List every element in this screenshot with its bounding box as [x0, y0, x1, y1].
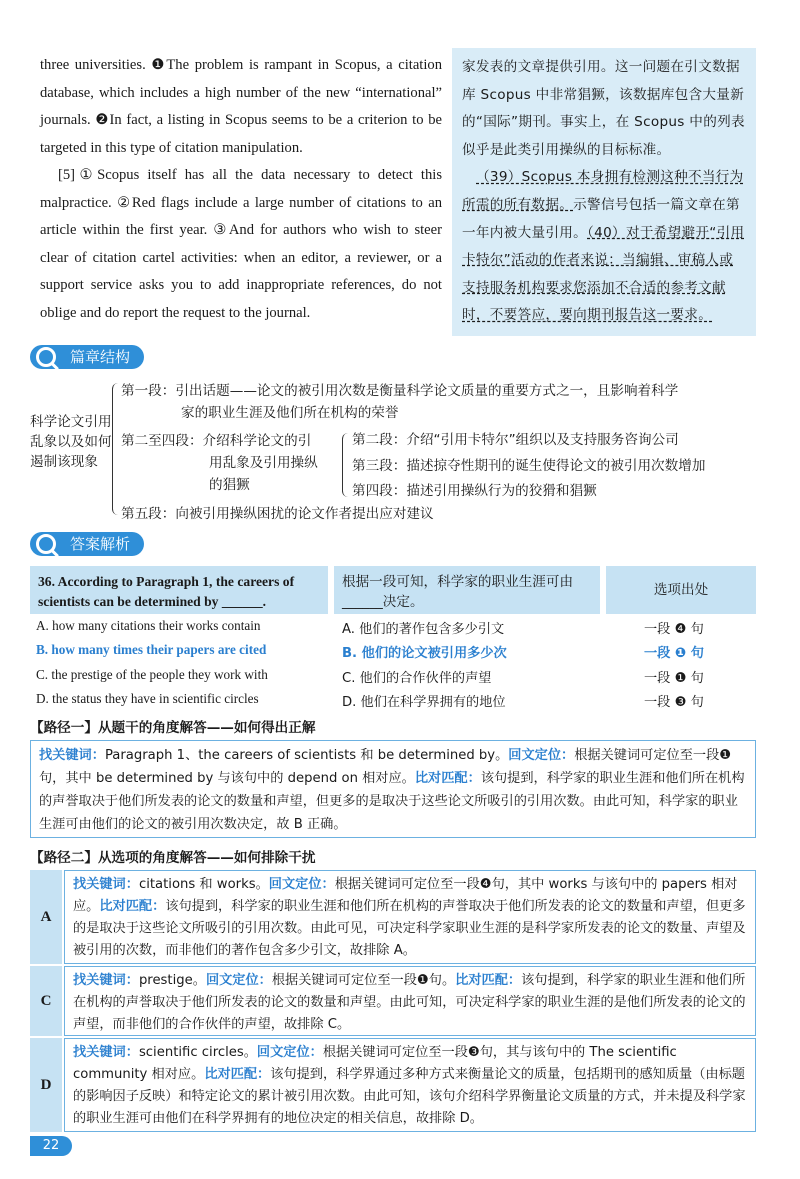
option-a-en: A. how many citations their works contain: [36, 618, 261, 633]
option-b-cn: B. 他们的论文被引用多少次: [342, 646, 507, 661]
row-d-t2: 根据关键词可定位至一段❸句，其与该句中的 The scientific community 相对应。: [73, 1045, 677, 1082]
path1-box: [30, 740, 756, 838]
magnifier-icon: [36, 347, 56, 367]
question-en: 36. According to Paragraph 1, the careers of scientists can be determined by ______.: [30, 566, 328, 614]
cn-sentence-39: （39）Scopus 本身拥有检测这种不当行为所需的所有数据。: [462, 169, 744, 213]
structure-p1-line2: 家的职业生涯及他们所在机构的荣誉: [181, 405, 399, 421]
row-c-kw2: 回文定位：: [205, 973, 272, 988]
path1-kw3: 比对匹配：: [414, 771, 481, 786]
page-number: 22: [30, 1136, 72, 1156]
structure-p5: 第五段：向被引用操纵困扰的论文作者提出应对建议: [121, 506, 434, 522]
row-a-text: [64, 870, 756, 964]
option-c-cn: C. 他们的合作伙伴的声望: [342, 671, 492, 686]
row-a-kw3: 比对匹配：: [99, 899, 166, 914]
path1-title: 【路径一】从题干的角度解答——如何得出正解: [30, 720, 316, 736]
path1-t2: 根据关键词可定位至一段❶句，其中 be determined by 与该句中的 depend on 相对应。: [39, 748, 732, 786]
row-c-kw1: 找关键词：: [73, 973, 139, 988]
cn-sentence-red-flags: 示警信号包括一篇文章在第一年内被大量引用。: [462, 196, 740, 241]
row-c-kw3: 比对匹配：: [455, 973, 522, 988]
option-b-src: 一段 ❶ 句: [644, 646, 704, 661]
english-passage: [40, 52, 442, 327]
option-a-src: 一段 ❹ 句: [644, 622, 704, 637]
structure-p4: 第四段：描述引用操纵行为的狡猾和猖獗: [352, 483, 597, 499]
row-a-t3: 该句提到，科学家的职业生涯和他们所在机构的声誉取决于他们所发表的论文的数量和声望，但更多的是取决于这些论文所吸引的引用次数。由此可见，可决定科学家职业生涯的是科学家所发表的论文的数量、声望及被引用的次数，而非他们的著作包含多少引文，故排除 A。: [73, 899, 746, 958]
row-d-text: [64, 1038, 756, 1132]
inner-brace: [342, 433, 350, 497]
option-d-cn: D. 他们在科学界拥有的地位: [342, 695, 506, 710]
row-c-t1: prestige。: [138, 973, 206, 988]
option-a-cn: A. 他们的著作包含多少引文: [342, 622, 505, 637]
row-c-t2: 根据关键词可定位至一段❶句。: [271, 973, 456, 988]
answer-tag: [30, 532, 144, 556]
passage-en-p2: [5]①Scopus itself has all the data necessary to detect this malpractice. ②Red flags include a large number of citations to an article within the first year. ③And for authors who wish to steer clear of citation cartel activities: when an editor, a reviewer, or a support service asks you to add inappropriate references, do not oblige and do report the request to the journal.: [40, 167, 442, 321]
option-d-en: D. the status they have in scientific circles: [36, 691, 259, 706]
structure-p2: 第二段：介绍“引用卡特尔”组织以及支持服务咨询公司: [352, 432, 679, 448]
option-b-en: B. how many times their papers are cited: [36, 642, 267, 657]
row-d-kw3: 比对匹配：: [204, 1067, 271, 1082]
row-c-text: [64, 966, 756, 1036]
row-c-letter: C: [30, 966, 62, 1036]
path1-kw2: 回文定位：: [508, 748, 575, 763]
structure-p24-line3: 的猖獗: [209, 477, 250, 493]
cn-sentence-40: （40）对于希望避开“引用卡特尔”活动的作者来说：当编辑、审稿人或支持服务机构要求您添加不合适的参考文献时，不要答应，要向期刊报告这一要求。: [462, 224, 745, 324]
row-d-kw2: 回文定位：: [256, 1045, 323, 1060]
row-d-kw1: 找关键词：: [73, 1045, 139, 1060]
structure-p1: [121, 380, 761, 424]
structure-tag: [30, 345, 144, 369]
path1-t3: 该句提到，科学家的职业生涯和他们所在机构的声誉取决于他们所发表的论文的数量和声望，但更多的是取决于这些论文所吸引的引用次数。由此可知，科学家的职业生涯可由他们的论文的被引用次数决定，故 B 正确。: [39, 771, 745, 832]
row-c-t3: 该句提到，科学家的职业生涯和他们所在机构的声誉取决于他们所发表的论文的数量和声望。由此可知，可决定科学家的职业生涯的是他们所发表的论文的声望，而非他们的合作伙伴的声望，故排除 C。: [73, 973, 746, 1032]
path1-kw1: 找关键词：: [39, 748, 105, 763]
option-c-en: C. the prestige of the people they work with: [36, 667, 268, 682]
row-d-t1: scientific circles。: [138, 1045, 257, 1060]
answer-tag-label: 答案解析: [70, 535, 131, 553]
passage-en-p1: three universities. ❶The problem is rampant in Scopus, a citation database, which includes a high number of the new “international” journals. ❷In fact, a listing in Scopus seems to be a criterion to be targeted in this type of citation manipulation.: [40, 57, 442, 156]
structure-p24-line1: 第二至四段：介绍科学论文的引: [121, 433, 312, 449]
source-header: 选项出处: [606, 566, 756, 614]
passage-cn-p2: [462, 164, 746, 330]
structure-p3: 第三段：描述掠夺性期刊的诞生使得论文的被引用次数增加: [352, 458, 706, 474]
outer-brace: [112, 383, 121, 515]
passage-cn-p1: 家发表的文章提供引用。这一问题在引文数据库 Scopus 中非常猖獗，该数据库包含大量新的“国际”期刊。事实上，在 Scopus 中的列表似乎是此类引用操纵的目标标准。: [462, 59, 745, 158]
row-d-t3: 该句提到，科学界通过多种方式来衡量论文的质量，包括期刊的感知质量（由标题的影响因子反映）和特定论文的累计被引用次数。由此可知，该句介绍科学界衡量论文质量的方式，并未提及科学家的职业生涯可由他们在科学界拥有的地位决定的相关信息，故排除 D。: [73, 1067, 746, 1126]
structure-tag-label: 篇章结构: [70, 348, 131, 366]
translation-box: [452, 48, 756, 336]
row-a-kw1: 找关键词：: [73, 877, 139, 892]
structure-p24: [121, 430, 351, 496]
path2-title: 【路径二】从选项的角度解答——如何排除干扰: [30, 850, 316, 866]
question-cn: 根据一段可知，科学家的职业生涯可由______决定。: [334, 566, 600, 614]
structure-p24-line2: 用乱象及引用操纵: [209, 455, 318, 471]
row-a-t1: citations 和 works。: [138, 877, 269, 892]
row-a-t2: 根据关键词可定位至一段❹句，其中 works 与该句中的 papers 相对应。: [73, 877, 738, 914]
path1-t1: Paragraph 1、the careers of scientists 和 be determined by。: [104, 748, 509, 763]
row-a-letter: A: [30, 870, 62, 964]
row-a-kw2: 回文定位：: [268, 877, 335, 892]
row-d-letter: D: [30, 1038, 62, 1132]
option-d-src: 一段 ❸ 句: [644, 695, 704, 710]
structure-topic: 科学论文引用乱象以及如何遏制该现象: [30, 414, 112, 470]
magnifier-icon: [36, 534, 56, 554]
option-c-src: 一段 ❶ 句: [644, 671, 704, 686]
structure-p1-line1: 第一段：引出话题——论文的被引用次数是衡量科学论文质量的重要方式之一，且影响着科学: [121, 383, 679, 399]
